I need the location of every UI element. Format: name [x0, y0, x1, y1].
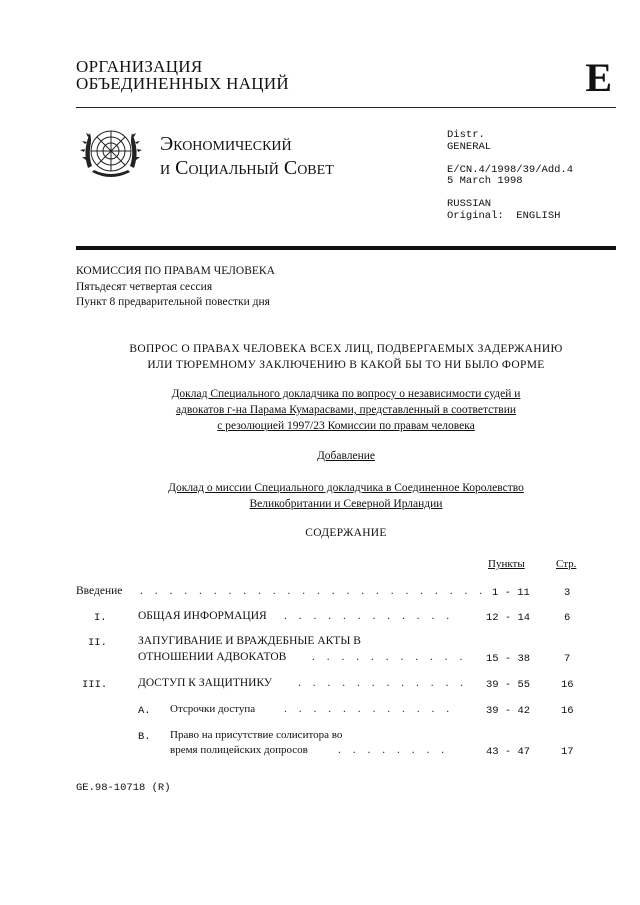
council-name	[160, 132, 334, 180]
thick-rule	[76, 246, 616, 250]
language-letter: E	[585, 55, 612, 100]
mission-line-2: Великобритании и Северной Ирландии	[249, 498, 443, 510]
contents-title: СОДЕРЖАНИЕ	[305, 527, 387, 539]
toc-row-page: 6	[564, 612, 571, 624]
toc-row-paras: 39 - 42	[486, 705, 531, 717]
toc-row-paras: 43 - 47	[486, 746, 531, 758]
council-line-1: Экономический	[160, 133, 292, 155]
toc-row-title: ЗАПУГИВАНИЕ И ВРАЖДЕБНЫЕ АКТЫ В	[138, 635, 361, 647]
report-description	[76, 386, 616, 434]
distribution-block: Distr. GENERAL E/CN.4/1998/39/Add.4 5 March 1998 RUSSIAN Original: ENGLISH	[447, 129, 574, 222]
toc-dots: . . . . . . . . . . . .	[284, 610, 454, 622]
mission-line-1: Доклад о миссии Специального докладчика в Соединенное Королевство	[168, 482, 524, 494]
addendum-text: Добавление	[316, 450, 376, 462]
toc-row-num: A.	[138, 705, 151, 717]
question-title	[76, 341, 616, 373]
un-emblem-icon	[78, 118, 144, 184]
toc-row-num: B.	[138, 731, 151, 743]
council-line-2: и Социальный Совет	[160, 157, 334, 179]
toc-dots: . . . . . . . . . . . .	[284, 703, 454, 715]
toc-intro-paras: 1 - 11	[492, 587, 530, 599]
mission-description	[76, 480, 616, 512]
question-title-line-1: ВОПРОС О ПРАВАХ ЧЕЛОВЕКА ВСЕХ ЛИЦ, ПОДВЕРГАЕМЫХ ЗАДЕРЖАНИЮ	[129, 343, 563, 355]
toc-row-paras: 39 - 55	[486, 679, 531, 691]
toc-row-title: ДОСТУП К ЗАЩИТНИКУ	[138, 677, 273, 689]
org-line-2: ОБЪЕДИНЕННЫХ НАЦИЙ	[76, 74, 290, 93]
toc-intro-label: Введение	[76, 585, 123, 597]
report-line-2: адвокатов г-на Парама Кумарасвами, представленный в соответствии	[175, 404, 517, 416]
toc-row-paras: 12 - 14	[486, 612, 531, 624]
toc-row-num: III.	[82, 679, 108, 691]
toc-dots: . . . . . . . .	[338, 744, 449, 756]
toc-row-title: Отсрочки доступа	[170, 703, 256, 715]
question-title-line-2: ИЛИ ТЮРЕМНОМУ ЗАКЛЮЧЕНИЮ В КАКОЙ БЫ ТО НИ БЫЛО ФОРМЕ	[147, 359, 545, 371]
toc-row-title-cont: ОТНОШЕНИИ АДВОКАТОВ	[138, 651, 287, 663]
toc-row-title-cont: время полицейских допросов	[170, 744, 308, 756]
toc-row-num: II.	[88, 637, 107, 649]
toc-intro-page: 3	[564, 587, 571, 599]
toc-dots: . . . . . . . . . . . . . . . . . . . . . . . . .	[140, 585, 502, 597]
toc-row-page: 16	[561, 705, 574, 717]
toc-row-paras: 15 - 38	[486, 653, 531, 665]
session-label: Пятьдесят четвертая сессия	[76, 280, 213, 293]
toc-row-num: I.	[94, 612, 107, 624]
report-line-3: с резолюцией 1997/23 Комиссии по правам человека	[217, 420, 475, 432]
agenda-item: Пункт 8 предварительной повестки дня	[76, 296, 270, 308]
org-line-1: ОРГАНИЗАЦИЯ	[76, 57, 203, 76]
report-line-1: Доклад Специального докладчика по вопросу о независимости судей и	[171, 388, 521, 400]
toc-dots: . . . . . . . . . . . .	[298, 677, 468, 689]
toc-row-page: 7	[564, 653, 571, 665]
toc-row-page: 16	[561, 679, 574, 691]
document-code-footer: GE.98-10718 (R)	[76, 782, 171, 794]
col-paragraphs-header: Пункты	[488, 558, 525, 570]
toc-row-title: Право на присутствие солиситора во	[170, 729, 343, 741]
top-rule	[76, 107, 616, 108]
organization-name	[76, 58, 289, 92]
toc-dots: . . . . . . . . . . .	[312, 651, 467, 663]
toc-row-title: ОБЩАЯ ИНФОРМАЦИЯ	[138, 610, 267, 622]
commission-block	[76, 264, 275, 311]
col-page-header: Стр.	[556, 558, 577, 570]
toc-row-page: 17	[561, 746, 574, 758]
commission-name: КОМИССИЯ ПО ПРАВАМ ЧЕЛОВЕКА	[76, 265, 275, 277]
addendum-label	[76, 450, 616, 462]
